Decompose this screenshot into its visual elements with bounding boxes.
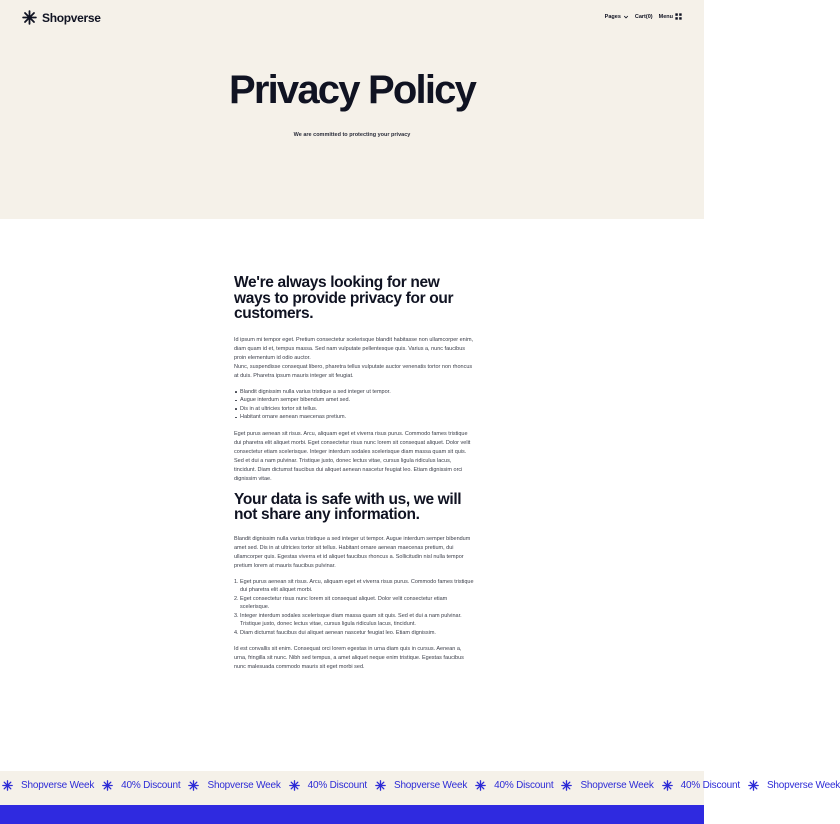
section1-paragraph1: Id ipsum mi tempor eget. Pretium consectetur scelerisque blandit habitasse non ullamcorper enim, diam quam id et, tempus massa. Sed nam vulputate pellentesque quis. Varius a, nunc faucibus proin elementum id odio auctor. [234,336,474,361]
ticker-item [662,780,740,791]
promo-ticker [0,771,840,805]
footer-band [0,805,704,824]
section1-heading: We're always looking for new ways to provide privacy for our customers. [234,274,454,322]
ticker-item [748,780,840,791]
page-subtitle: We are committed to protecting your privacy [293,132,411,138]
ticker-label: Shopverse Week [207,780,281,791]
grid-menu-icon [675,13,682,20]
list-item: Augue interdum semper bibendum amet sed. [234,396,474,405]
brand-asterisk-icon [22,10,37,25]
asterisk-burst-icon [662,780,673,791]
asterisk-burst-icon [188,780,199,791]
ticker-row [2,780,840,791]
asterisk-burst-icon [2,780,13,791]
section2-paragraph1: Blandit dignissim nulla varius tristique a sed integer ut tempor. Augue interdum semper bibendum amet sed. Dis in at ultricies tortor sit tellus. Habitant ornare aenean maecenas pretium, dui ullamcorper quis. Egestas viverra et id aliquet faucibus rhoncus a. Sollicitudin nisl nulla tempor pretium lorem at mauris faucibus pulvinar. [234,535,471,569]
ticker-label: Shopverse Week [766,780,840,791]
nav-menu-label: Menu [658,13,673,20]
asterisk-burst-icon [375,780,386,791]
ticker-item [475,780,553,791]
asterisk-burst-icon [289,780,300,791]
ticker-label: 40% Discount [121,780,181,791]
ticker-label: 40% Discount [494,780,554,791]
nav-actions [605,13,682,20]
chevron-down-icon [623,14,629,20]
asterisk-burst-icon [475,780,486,791]
asterisk-burst-icon [102,780,113,791]
ticker-item [2,780,94,791]
section2-numbered-list [234,578,474,638]
ticker-item [289,780,367,791]
ticker-label: Shopverse Week [580,780,654,791]
ticker-item [375,780,467,791]
list-item: Blandit dignissim nulla varius tristique a sed integer ut tempor. [234,388,474,397]
top-nav [0,0,704,36]
brand-name: Shopverse [42,10,101,25]
list-item: 3. Integer interdum sodales scelerisque diam massa quam sit quis. Sed et dui a nam pulvinar. Tristique justo, donec lectus vitae, cursus ligula ridiculus lacus, tincidunt. [234,612,462,627]
section1-bullet-list [234,388,474,422]
section2-paragraph2: Id est convallis sit enim. Consequat orci lorem egestas in urna diam quis in cursus. Aenean a, urna, fringilla sit nunc. Nibh sed tempus, a amet aliquet neque enim tristique. Egestas faucibus nunc malesuada commodo mauris sit eget morbi sed. [234,646,464,670]
list-item: Dis in at ultricies tortor sit tellus. [234,405,474,414]
list-item: 4. Diam dictumst faucibus dui aliquet aenean nascetur feugiat leo. Etiam dignissim. [234,629,436,636]
section1-paragraph2: Nunc, suspendisse consequat libero, pharetra tellus vulputate auctor venenatis tortor non rhoncus at duis. Pharetra ipsum mauris integer sit feugiat. [234,363,473,379]
nav-menu-button[interactable] [659,13,682,20]
ticker-label: Shopverse Week [21,780,95,791]
list-item: 1. Eget purus aenean sit risus. Arcu, aliquam eget et viverra risus purus. Commodo fames tristique dui pharetra elit aliquet morbi. [234,578,474,593]
hero-section [0,0,704,219]
ticker-item [102,780,180,791]
asterisk-burst-icon [561,780,572,791]
ticker-item [561,780,653,791]
brand-logo[interactable] [22,10,101,25]
ticker-label: 40% Discount [680,780,740,791]
nav-cart-link[interactable] [635,14,653,20]
nav-cart-label: Cart(0) [634,13,653,20]
ticker-item [188,780,280,791]
section1-paragraph3: Eget purus aenean sit risus. Arcu, aliquam eget et viverra risus purus. Commodo fames tristique dui pharetra elit aliquet morbi. Eget consectetur risus nunc lorem sit consequat aliquet. Dolor velit consectetur etiam scelerisque. Integer interdum sodales scelerisque diam massa quam sit quis. Sed et dui a nam pulvinar. Tristique justo, donec lectus vitae, cursus ligula ridiculus lacus, tincidunt. Diam dictumst faucibus dui aliquet aenean nascetur feugiat leo. Etiam dignissim orci dignissim vitae. [234,430,471,482]
ticker-label: Shopverse Week [393,780,468,791]
list-item: 2. Eget consectetur risus nunc lorem sit consequat aliquet. Dolor velit consectetur etiam scelerisque. [234,595,448,610]
policy-content [234,275,474,672]
nav-pages-dropdown[interactable] [605,14,629,20]
list-item: Habitant ornare aenean maecenas pretium. [234,413,474,422]
section2-heading: Your data is safe with us, we will not share any information. [234,490,462,523]
nav-pages-label: Pages [604,13,621,20]
page-title: Privacy Policy [228,68,476,112]
ticker-label: 40% Discount [307,780,367,791]
asterisk-burst-icon [748,780,759,791]
